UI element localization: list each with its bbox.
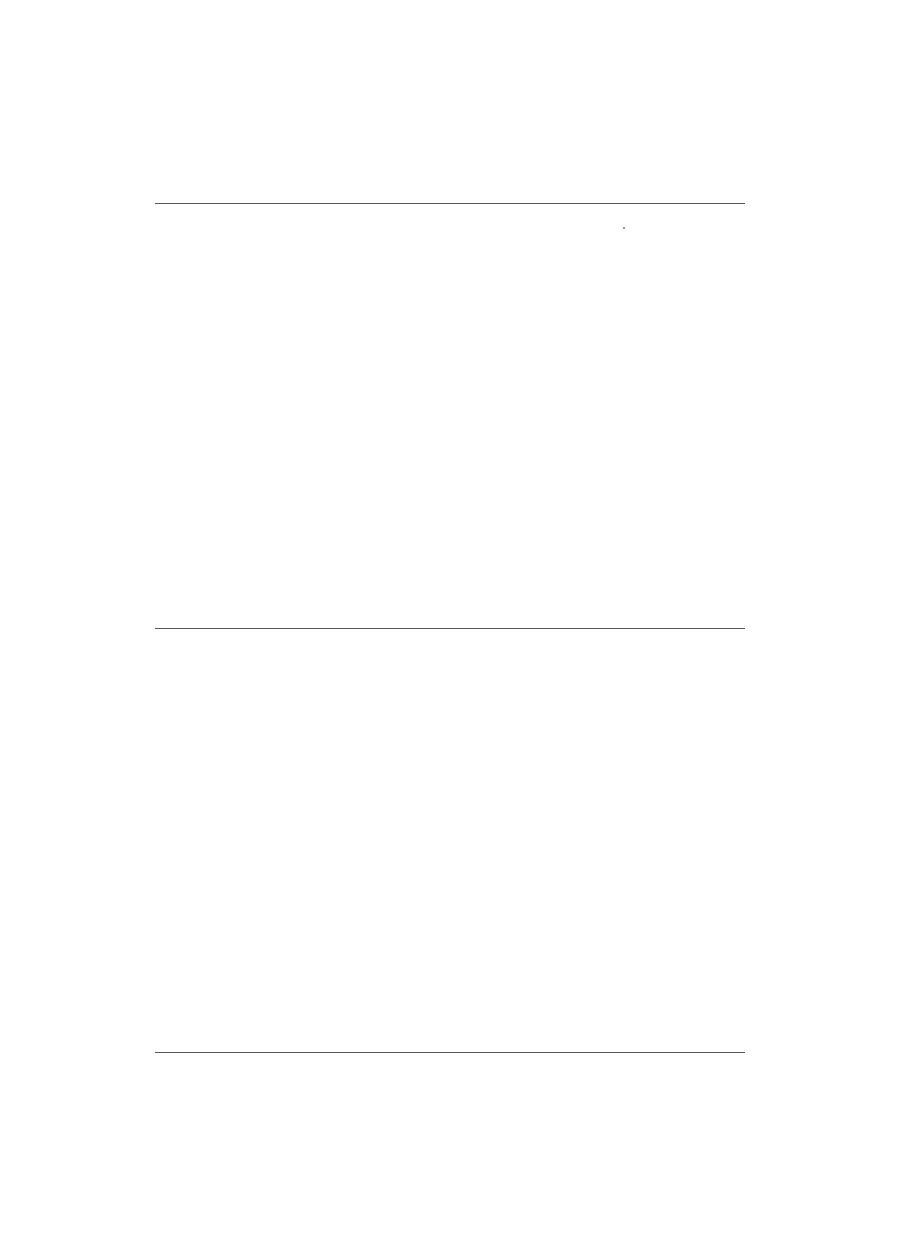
bottom-rule — [155, 1052, 745, 1053]
speck — [623, 227, 625, 229]
middle-rule — [155, 628, 745, 629]
top-rule — [155, 203, 745, 204]
